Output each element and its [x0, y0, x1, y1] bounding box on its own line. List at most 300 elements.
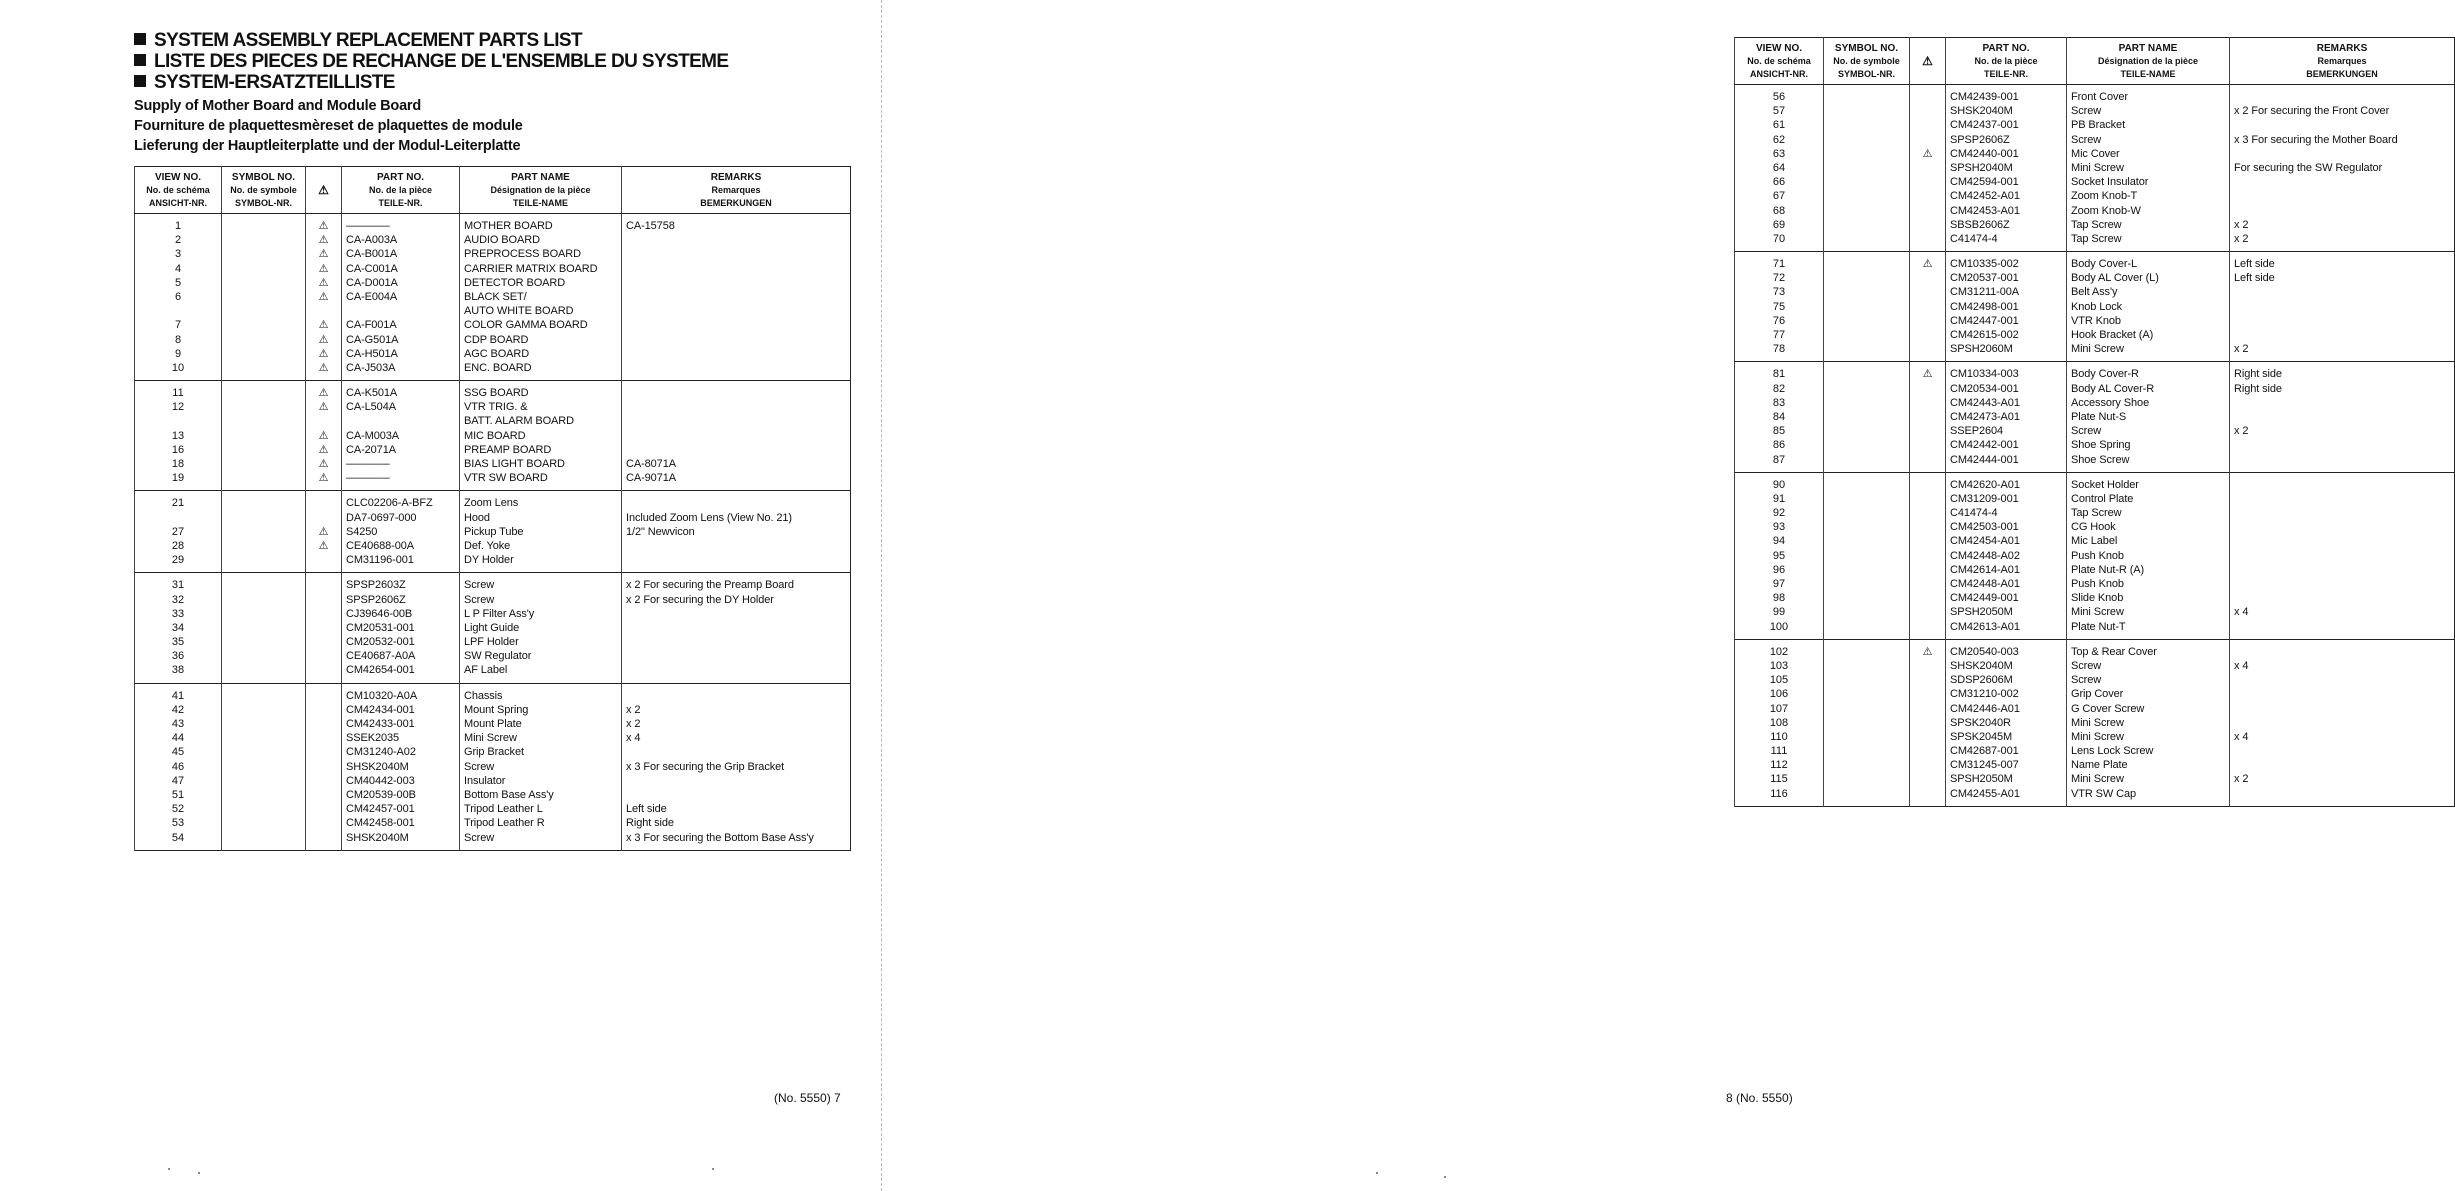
- view-value: 95: [1772, 549, 1786, 562]
- view-value: 61: [1772, 119, 1786, 132]
- table-row: [1735, 252, 2455, 362]
- warning-triangle-icon: [310, 511, 337, 525]
- part-value: CA-M003A: [346, 429, 399, 442]
- remarks-value: [2234, 478, 2450, 492]
- part-value: CM42433-001: [346, 718, 415, 730]
- view-value: 42: [171, 703, 185, 716]
- symbol-cell: [1828, 492, 1905, 506]
- name-value: Zoom Knob-W: [2071, 204, 2141, 217]
- warning-triangle-icon: ⚠: [318, 276, 329, 289]
- view-value: 18: [171, 458, 185, 470]
- warning-triangle-icon: [310, 731, 337, 745]
- remarks-value: Left side: [2234, 258, 2275, 271]
- name-value: SW Regulator: [464, 650, 532, 663]
- col-name-cell: [2067, 472, 2230, 639]
- col-name-cell: [2067, 362, 2230, 472]
- part-value: CA-H501A: [346, 347, 398, 360]
- remarks-value: Right side: [2234, 368, 2282, 381]
- name-value: Mini Screw: [2071, 773, 2124, 786]
- symbol-cell: [226, 511, 301, 525]
- part-value: CM42687-001: [1950, 745, 2019, 758]
- warning-triangle-icon: [1914, 549, 1941, 563]
- name-value: CG Hook: [2071, 521, 2116, 534]
- name-value: Shoe Spring: [2071, 439, 2131, 452]
- view-value: 116: [1770, 787, 1788, 800]
- part-value: CM42439-001: [1950, 91, 2019, 103]
- name-value: Screw: [2071, 133, 2102, 146]
- name-value: Mic Label: [2071, 535, 2118, 548]
- symbol-cell: [226, 304, 301, 318]
- part-value: CM31245-007: [1950, 759, 2019, 772]
- table-row: [135, 491, 851, 573]
- view-value: 97: [1772, 578, 1786, 590]
- symbol-cell: [1828, 410, 1905, 424]
- remarks-value: [2234, 673, 2450, 687]
- name-value: Socket Insulator: [2071, 176, 2149, 189]
- symbol-cell: [226, 290, 301, 304]
- part-value: C41474-4: [1950, 232, 1998, 245]
- bullet-square-icon: [134, 75, 146, 87]
- col-symbol-cell: [1824, 639, 1910, 806]
- part-value: SHSK2040M: [346, 760, 409, 773]
- remarks-value: [626, 290, 846, 304]
- part-value: SDSP2606M: [1950, 674, 2013, 687]
- view-value: 41: [171, 689, 185, 702]
- symbol-cell: [1828, 453, 1905, 467]
- warning-triangle-icon: [310, 703, 337, 717]
- warning-triangle-icon: [1914, 314, 1941, 328]
- view-value: 5: [174, 276, 182, 289]
- name-value: Bottom Base Ass'y: [464, 788, 554, 801]
- view-value: 66: [1772, 176, 1786, 189]
- symbol-cell: [1828, 787, 1905, 801]
- name-value: VTR TRIG. &: [464, 401, 528, 414]
- name-value: Shoe Screw: [2071, 453, 2130, 466]
- symbol-cell: [1828, 758, 1905, 772]
- part-value: CA-G501A: [346, 333, 399, 346]
- name-value: DY Holder: [464, 554, 514, 567]
- warning-triangle-icon: [310, 802, 337, 816]
- col-symbol-cell: [1824, 362, 1910, 472]
- view-value: 51: [171, 788, 185, 801]
- name-value: Screw: [2071, 659, 2102, 672]
- remarks-value: [2234, 716, 2450, 730]
- table-row: [135, 214, 851, 381]
- symbol-cell: [1828, 118, 1905, 132]
- part-value: CM31210-002: [1950, 688, 2019, 701]
- col-remarks-cell: [2230, 85, 2455, 252]
- view-value: 62: [1772, 133, 1786, 146]
- name-value: SSG BOARD: [464, 387, 529, 400]
- part-value: CM42449-001: [1950, 592, 2019, 605]
- part-value: CA-F001A: [346, 319, 397, 332]
- remarks-value: x 3 For securing the Mother Board: [2234, 133, 2398, 146]
- symbol-cell: [226, 802, 301, 816]
- row-group: [1735, 362, 2455, 472]
- view-value: 81: [1772, 368, 1786, 381]
- col-view-cell: [1735, 362, 1824, 472]
- symbol-cell: [1828, 314, 1905, 328]
- name-value: Grip Bracket: [464, 746, 524, 759]
- warning-triangle-icon: [310, 414, 337, 428]
- name-value: Body Cover-L: [2071, 258, 2138, 271]
- part-value: CM20540-003: [1950, 645, 2019, 658]
- part-value: CM42453-A01: [1950, 204, 2020, 217]
- view-value: 29: [171, 554, 185, 567]
- name-value: Screw: [2071, 425, 2102, 438]
- name-value: Screw: [2071, 105, 2102, 118]
- symbol-cell: [1828, 673, 1905, 687]
- col-remarks-cell: [622, 573, 851, 683]
- warning-triangle-icon: [310, 607, 337, 621]
- view-value: 91: [1772, 492, 1786, 505]
- part-value: CM10320-A0A: [346, 689, 418, 702]
- name-value: BLACK SET/: [464, 290, 527, 303]
- col-warn-cell: [1910, 639, 1946, 806]
- part-value: CM10335-002: [1950, 258, 2019, 271]
- part-value: CM20537-001: [1950, 272, 2019, 285]
- warning-triangle-icon: [310, 831, 337, 845]
- name-value: AF Label: [464, 664, 508, 677]
- warning-triangle-icon: [1914, 175, 1941, 189]
- remarks-value: x 2: [626, 703, 641, 716]
- view-value: 96: [1772, 563, 1786, 576]
- name-value: Mount Plate: [464, 718, 522, 730]
- row-group: [135, 573, 851, 683]
- col-warn-cell: [1910, 362, 1946, 472]
- row-group: [1735, 85, 2455, 252]
- name-value: DETECTOR BOARD: [464, 276, 566, 289]
- part-value: CM42473-A01: [1950, 410, 2020, 423]
- view-value: 72: [1772, 272, 1786, 285]
- remarks-value: [626, 496, 846, 510]
- view-value: 84: [1772, 410, 1786, 423]
- col-part-cell: [342, 214, 460, 381]
- symbol-cell: [226, 649, 301, 663]
- col-part-cell: [1946, 85, 2067, 252]
- col-warn-cell: [306, 573, 342, 683]
- part-value: CM42503-001: [1950, 521, 2019, 534]
- warning-triangle-icon: [1914, 506, 1941, 520]
- view-value: 32: [171, 593, 185, 606]
- warning-triangle-icon: [310, 717, 337, 731]
- view-value: 115: [1770, 773, 1788, 786]
- view-value: 108: [1769, 716, 1789, 729]
- name-value: Insulator: [464, 774, 506, 787]
- col-symbol-cell: [1824, 252, 1910, 362]
- warning-triangle-icon: [1914, 232, 1941, 246]
- col-remarks-cell: [622, 214, 851, 381]
- table-row: [1735, 85, 2455, 252]
- remarks-value: [626, 318, 846, 332]
- warning-triangle-icon: [1914, 133, 1941, 147]
- name-value: VTR Knob: [2071, 314, 2121, 327]
- name-value: Hook Bracket (A): [2071, 329, 2154, 341]
- remarks-value: [2234, 744, 2450, 758]
- name-value: Plate Nut-R (A): [2071, 563, 2145, 576]
- scan-speck: [1376, 1172, 1378, 1174]
- part-value: CM42454-A01: [1950, 535, 2020, 548]
- table-row: [135, 683, 851, 850]
- table-row: [1735, 639, 2455, 806]
- warning-triangle-icon: [1914, 673, 1941, 687]
- name-value: Chassis: [464, 689, 503, 702]
- col-part-cell: [1946, 639, 2067, 806]
- warning-triangle-icon: ⚠: [318, 220, 329, 232]
- name-value: Top & Rear Cover: [2071, 645, 2157, 658]
- col-name-cell: [460, 381, 622, 491]
- part-value: SPSP2606Z: [1950, 133, 2010, 146]
- remarks-value: [626, 788, 846, 802]
- symbol-cell: [226, 663, 301, 677]
- part-value: CM42442-001: [1950, 439, 2019, 452]
- remarks-value: [626, 333, 846, 347]
- warning-triangle-icon: [1914, 716, 1941, 730]
- symbol-cell: [226, 689, 301, 703]
- part-value: CM42594-001: [1950, 176, 2019, 189]
- part-value: SPSH2040M: [1950, 161, 2013, 174]
- title-de: SYSTEM-ERSATZTEILLISTE: [134, 72, 834, 93]
- view-value: 11: [172, 387, 184, 400]
- col-name-cell: [460, 683, 622, 850]
- remarks-value: x 3 For securing the Grip Bracket: [626, 760, 785, 773]
- symbol-cell: [226, 774, 301, 788]
- part-value: CM42448-A02: [1950, 549, 2020, 562]
- part-value: CM42447-001: [1950, 314, 2019, 327]
- name-value: Tap Screw: [2071, 218, 2122, 231]
- warning-triangle-icon: ⚠: [1922, 54, 1933, 68]
- view-value: [139, 304, 217, 318]
- name-value: Mini Screw: [2071, 161, 2124, 174]
- symbol-cell: [1828, 189, 1905, 203]
- name-value: Mini Screw: [2071, 730, 2124, 743]
- name-value: VTR SW Cap: [2071, 787, 2137, 800]
- name-value: Light Guide: [464, 621, 520, 634]
- symbol-cell: [226, 333, 301, 347]
- col-view-cell: [1735, 85, 1824, 252]
- warning-triangle-icon: [310, 649, 337, 663]
- part-value: CM42440-001: [1950, 147, 2019, 160]
- view-value: 77: [1772, 329, 1786, 341]
- row-group: [1735, 639, 2455, 806]
- remarks-value: [2234, 549, 2450, 563]
- name-value: Push Knob: [2071, 549, 2124, 562]
- title-block: [134, 30, 834, 156]
- symbol-cell: [226, 276, 301, 290]
- view-value: 54: [171, 831, 185, 844]
- name-value: Mount Spring: [464, 703, 529, 716]
- right-page: [842, 0, 2398, 1191]
- part-value: CM42443-A01: [1950, 396, 2020, 409]
- name-value: G Cover Screw: [2071, 702, 2145, 715]
- name-value: MIC BOARD: [464, 429, 526, 442]
- remarks-value: x 2: [2234, 218, 2249, 231]
- view-value: 94: [1772, 535, 1786, 548]
- header-row: [135, 167, 851, 214]
- view-value: 34: [171, 621, 185, 634]
- view-value: 8: [174, 333, 182, 346]
- part-value: SPSH2050M: [1950, 606, 2013, 619]
- symbol-cell: [1828, 396, 1905, 410]
- name-value: PB Bracket: [2071, 119, 2126, 132]
- symbol-cell: [226, 443, 301, 457]
- name-value: CARRIER MATRIX BOARD: [464, 262, 598, 275]
- view-value: 1: [174, 220, 182, 232]
- remarks-value: 1/2" Newvicon: [626, 525, 695, 538]
- remarks-value: [2234, 285, 2450, 299]
- col-remarks-cell: [2230, 252, 2455, 362]
- remarks-value: CA-8071A: [626, 458, 676, 470]
- view-value: 76: [1772, 314, 1786, 327]
- warning-triangle-icon: [1914, 702, 1941, 716]
- remarks-value: [2234, 438, 2450, 452]
- view-value: [139, 511, 217, 525]
- remarks-value: [626, 304, 846, 318]
- part-value: CM42615-002: [1950, 329, 2019, 341]
- part-value: [346, 304, 455, 318]
- view-value: 69: [1772, 218, 1786, 231]
- warning-triangle-icon: [1914, 520, 1941, 534]
- view-value: 110: [1770, 730, 1788, 743]
- col-warn-cell: [1910, 252, 1946, 362]
- symbol-cell: [226, 539, 301, 553]
- remarks-value: CA-9071A: [626, 472, 676, 485]
- name-value: Name Plate: [2071, 759, 2128, 772]
- remarks-value: [2234, 563, 2450, 577]
- col-view-cell: [135, 381, 222, 491]
- part-value: CM40442-003: [346, 774, 415, 787]
- symbol-cell: [1828, 424, 1905, 438]
- name-value: ENC. BOARD: [464, 361, 532, 374]
- part-value: CM31240-A02: [346, 746, 416, 759]
- view-value: 67: [1772, 190, 1786, 203]
- col-warn-cell: [306, 214, 342, 381]
- remarks-value: [2234, 300, 2450, 314]
- symbol-cell: [1828, 591, 1905, 605]
- scan-speck: [1444, 1176, 1446, 1178]
- remarks-value: [626, 276, 846, 290]
- symbol-cell: [1828, 438, 1905, 452]
- warning-triangle-icon: [1914, 772, 1941, 786]
- name-value: PREPROCESS BOARD: [464, 248, 581, 261]
- scan-speck: [168, 1168, 170, 1170]
- remarks-value: [626, 621, 846, 635]
- part-value: CM42654-001: [346, 664, 415, 677]
- warning-triangle-icon: [1914, 396, 1941, 410]
- remarks-value: [2234, 534, 2450, 548]
- symbol-cell: [1828, 478, 1905, 492]
- view-value: 87: [1772, 453, 1786, 466]
- symbol-cell: [1828, 300, 1905, 314]
- warning-triangle-icon: ⚠: [318, 458, 329, 470]
- remarks-value: [626, 400, 846, 414]
- warning-triangle-icon: ⚠: [1922, 258, 1933, 271]
- view-value: 6: [174, 290, 182, 303]
- col-remarks-cell: [622, 381, 851, 491]
- name-value: AGC BOARD: [464, 347, 530, 360]
- view-value: 107: [1769, 702, 1789, 715]
- symbol-cell: [1828, 620, 1905, 634]
- col-symbol-cell: [222, 491, 306, 573]
- symbol-cell: [226, 496, 301, 510]
- warning-triangle-icon: [310, 760, 337, 774]
- warning-triangle-icon: [1914, 271, 1941, 285]
- name-value: Zoom Knob-T: [2071, 190, 2138, 203]
- view-value: 38: [171, 664, 185, 677]
- warning-triangle-icon: ⚠: [318, 319, 329, 332]
- part-value: CE40687-A0A: [346, 650, 416, 663]
- view-value: 4: [174, 262, 182, 275]
- part-value: CM20531-001: [346, 621, 415, 634]
- warning-triangle-icon: [1914, 744, 1941, 758]
- supply-fr: Fourniture de plaquettesmèreset de plaquettes de module: [134, 118, 523, 134]
- col-remarks-cell: [2230, 639, 2455, 806]
- part-value: SHSK2040M: [1950, 105, 2013, 118]
- col-name-cell: [460, 491, 622, 573]
- view-value: 92: [1772, 507, 1786, 520]
- col-symbol-header: SYMBOL NO. No. de symbole SYMBOL-NR.: [1824, 38, 1910, 85]
- part-value: CM20539-00B: [346, 788, 416, 801]
- warning-triangle-icon: ⚠: [318, 472, 329, 485]
- name-value: AUDIO BOARD: [464, 234, 540, 247]
- warning-triangle-icon: [310, 304, 337, 318]
- symbol-cell: [1828, 90, 1905, 104]
- remarks-value: [626, 429, 846, 443]
- view-value: 19: [171, 472, 185, 485]
- col-name-cell: [2067, 639, 2230, 806]
- scan-speck: [712, 1168, 714, 1170]
- symbol-cell: [1828, 772, 1905, 786]
- remarks-value: x 4: [2234, 659, 2249, 672]
- warning-triangle-icon: [1914, 118, 1941, 132]
- warning-triangle-icon: [1914, 577, 1941, 591]
- part-value: CA-J503A: [346, 361, 396, 374]
- table-row: [1735, 362, 2455, 472]
- remarks-value: [2234, 189, 2450, 203]
- remarks-value: [626, 233, 846, 247]
- symbol-cell: [1828, 744, 1905, 758]
- warning-triangle-icon: [1914, 453, 1941, 467]
- col-symbol-header: SYMBOL NO. No. de symbole SYMBOL-NR.: [222, 167, 306, 214]
- warning-triangle-icon: ⚠: [318, 347, 329, 360]
- col-warn-cell: [1910, 472, 1946, 639]
- name-value: CDP BOARD: [464, 333, 529, 346]
- col-part-cell: [342, 683, 460, 850]
- part-value: CA-2071A: [346, 443, 396, 456]
- warning-triangle-icon: [1914, 492, 1941, 506]
- view-value: 78: [1772, 343, 1786, 356]
- symbol-cell: [226, 788, 301, 802]
- view-value: 10: [171, 361, 185, 374]
- view-value: 31: [171, 579, 185, 592]
- name-value: L P Filter Ass'y: [464, 607, 535, 620]
- remarks-value: CA-15758: [626, 220, 675, 232]
- name-value: Socket Holder: [2071, 478, 2139, 491]
- warning-triangle-icon: [1914, 410, 1941, 424]
- warning-triangle-icon: ⚠: [318, 183, 329, 197]
- col-part-cell: [342, 573, 460, 683]
- warning-triangle-icon: [1914, 204, 1941, 218]
- view-value: 46: [171, 760, 185, 773]
- warning-triangle-icon: [1914, 787, 1941, 801]
- symbol-cell: [1828, 147, 1905, 161]
- remarks-value: x 3 For securing the Bottom Base Ass'y: [626, 831, 814, 844]
- supply-en: Supply of Mother Board and Module Board: [134, 98, 422, 114]
- remarks-value: [626, 347, 846, 361]
- bullet-square-icon: [134, 54, 146, 66]
- remarks-value: [626, 745, 846, 759]
- symbol-cell: [226, 635, 301, 649]
